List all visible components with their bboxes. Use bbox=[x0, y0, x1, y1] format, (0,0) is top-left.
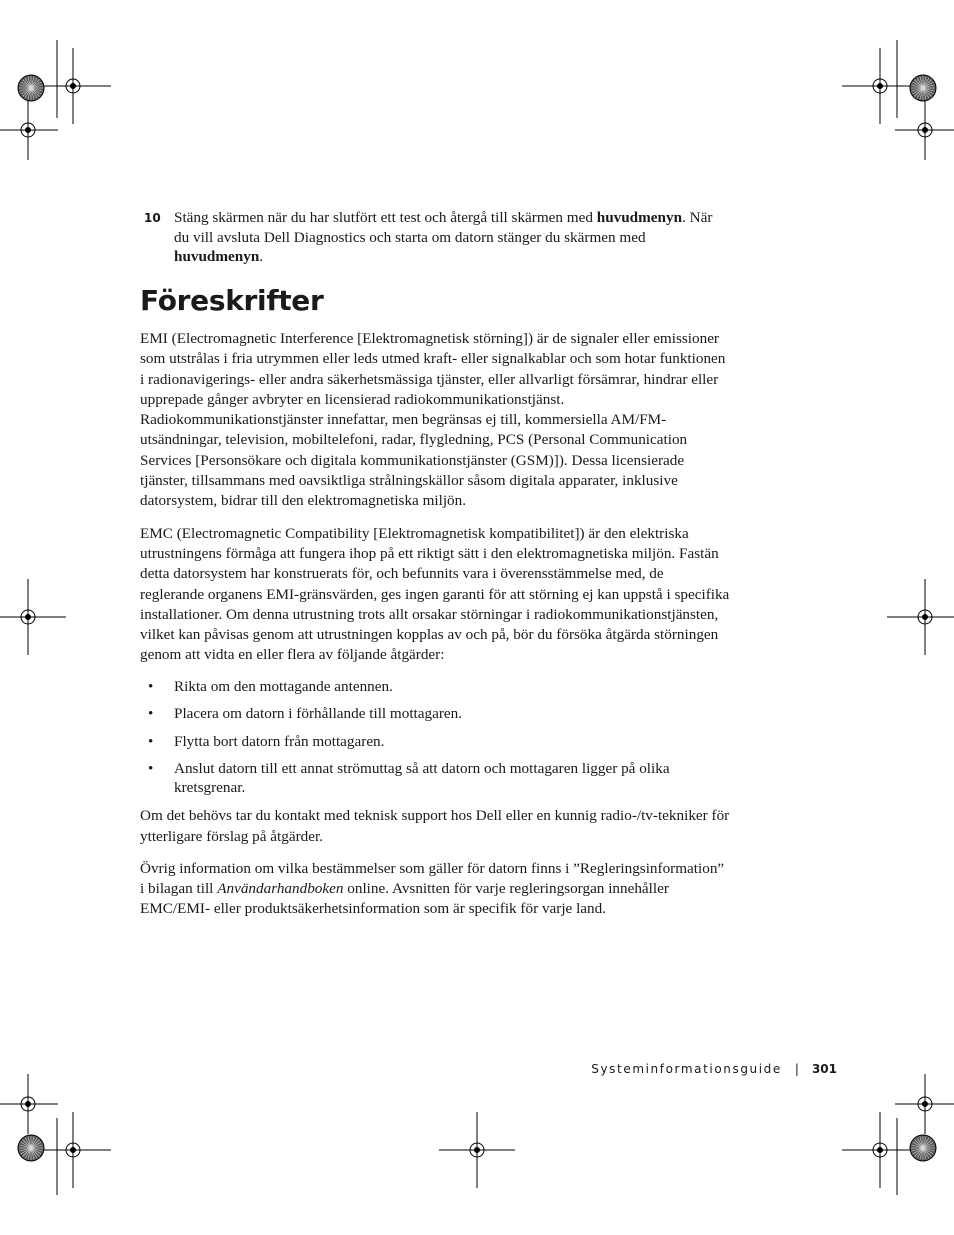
crosshair-dot bbox=[878, 1148, 883, 1153]
step-10 bbox=[140, 208, 730, 267]
step-text bbox=[174, 208, 730, 267]
crosshair-dot bbox=[923, 1102, 928, 1107]
bullet-icon: • bbox=[148, 732, 154, 750]
step-number: 10 bbox=[144, 211, 161, 225]
list-item bbox=[140, 760, 730, 797]
paragraph-emi: EMI (Electromagnetic Interference [Elektromagnetisk störning]) är de signaler eller emissioner som utstrålas i fria utrymmen eller leds utmed kraft- eller signalkablar och som hotar funktionen i radionavigerings- eller andra säkerhetsmässiga tjänster, eller allvarligt försämrar, hindrar eller upprepade gånger avbryter en licensierad radiokommunikationstjänst. Radiokommunikationstjänster innefattar, men begränsas ej till, kommersiella AM/FM-utsändningar, television, mobiltelefoni, radar, flygledning, PCS (Personal Communication Services [Personsökare och digitala kommunikationstjänster (GSM)]). Dessa licensierade tjänster, tillsammans med oavsiktliga strålningskällor såsom digitala apparater, inklusive datorsystem, bidrar till den elektromagnetiska miljön. bbox=[140, 330, 726, 510]
step-text-part: Stäng skärmen när du har slutfört ett test och återgå till skärmen med bbox=[174, 209, 597, 226]
menu-name-bold: huvudmenyn bbox=[596, 209, 683, 226]
section-body bbox=[140, 329, 730, 932]
list-item-text: Rikta om den mottagande antennen. bbox=[174, 677, 393, 695]
list-item-text: Placera om datorn i förhållande till mottagaren. bbox=[174, 705, 463, 723]
paragraph-info bbox=[140, 859, 730, 920]
crosshair-dot bbox=[71, 1148, 76, 1153]
paragraph-info-part: online. Avsnitten för varje regleringsorgan innehåller EMC/EMI- eller produktsäkerhetsinformation som är specifik för varje land. bbox=[140, 880, 669, 918]
footer-separator: | bbox=[794, 1062, 799, 1076]
step-text-part: . När du vill avsluta Dell Diagnostics och starta om datorn stänger du skärmen med bbox=[174, 209, 713, 246]
list-item bbox=[140, 705, 730, 724]
crosshair-dot bbox=[878, 84, 883, 89]
crosshair-dot bbox=[923, 128, 928, 133]
crosshair-dot bbox=[26, 128, 31, 133]
list-item-text: Flytta bort datorn från mottagaren. bbox=[174, 732, 385, 750]
measures-list bbox=[140, 678, 730, 798]
crosshair-dot bbox=[26, 615, 31, 620]
step-text-part: . bbox=[259, 248, 264, 265]
paragraph-support: Om det behövs tar du kontakt med teknisk support hos Dell eller en kunnig radio-/tv-tekniker för ytterligare förslag på åtgärder. bbox=[140, 807, 730, 845]
crosshair-dot bbox=[923, 615, 928, 620]
page-number: 301 bbox=[811, 1062, 837, 1076]
bullet-icon: • bbox=[148, 705, 154, 723]
section-heading: Föreskrifter bbox=[140, 284, 324, 317]
crosshair-dot bbox=[475, 1148, 480, 1153]
manual-title: Användarhandboken bbox=[217, 880, 344, 898]
list-item-text: Anslut datorn till ett annat strömuttag så att datorn och mottagaren ligger på olika kretsgrenar. bbox=[174, 760, 670, 796]
bullet-icon: • bbox=[148, 760, 154, 778]
paragraph-info-part: Övrig information om vilka bestämmelser som gäller för datorn finns i ”Regleringsinformation” i bilagan till bbox=[140, 859, 725, 898]
list-item bbox=[140, 733, 730, 752]
bullet-icon: • bbox=[148, 677, 154, 695]
crosshair-dot bbox=[71, 84, 76, 89]
menu-name-bold: huvudmenyn bbox=[174, 248, 260, 265]
footer-guide-title: Systeminformationsguide bbox=[591, 1062, 782, 1076]
crosshair-dot bbox=[26, 1102, 31, 1107]
list-item bbox=[140, 678, 730, 697]
page-footer bbox=[591, 1062, 837, 1076]
paragraph-emc: EMC (Electromagnetic Compatibility [Elektromagnetisk kompatibilitet]) är den elektriska utrustningens förmåga att fungera ihop på ett riktigt sätt i den elektromagnetiska miljön. Fastän detta datorsystem har konstruerats för, och befunnits vara i överensstämmelse med, de reglerande organens EMI-gränsvärden, ges ingen garanti för att störning ej kan uppstå i specifika installationer. Om denna utrustning trots allt orsakar störningar i radiokommunikationstjänsten, vilket kan påvisas genom att utrustningen kopplas av och på, bör du försöka åtgärda störningen genom att vidta en eller flera av följande åtgärder: bbox=[140, 524, 730, 664]
